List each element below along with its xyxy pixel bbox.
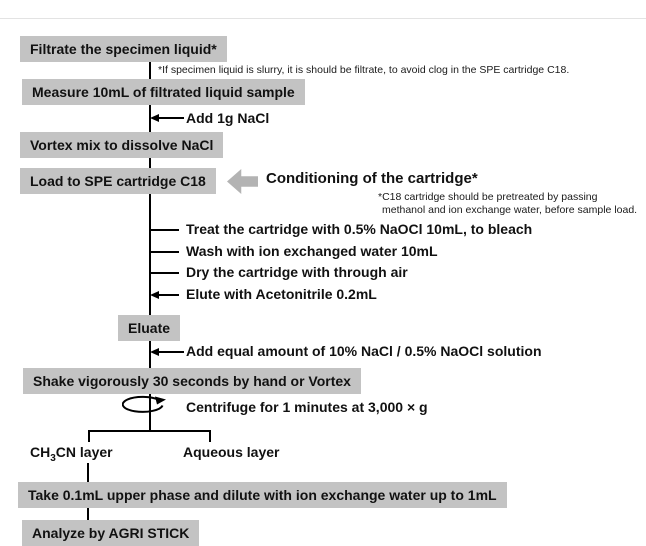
dry-label: Dry the cartridge with through air <box>186 264 408 280</box>
ch3cn-suffix: CN layer <box>55 444 113 460</box>
top-divider <box>0 18 646 19</box>
step-filtrate: Filtrate the specimen liquid* <box>20 36 227 62</box>
branch-right-stub <box>209 430 211 442</box>
slurry-footnote: *If specimen liquid is slurry, it is should be filtrate, to avoid clog in the SPE cartridge C18. <box>158 64 570 76</box>
branch-left-stub <box>88 430 90 442</box>
step-shake: Shake vigorously 30 seconds by hand or Vortex <box>23 368 361 394</box>
ch3cn-prefix: CH <box>30 444 51 460</box>
add-nacl-label: Add 1g NaCl <box>186 110 270 126</box>
branch-horizontal-line <box>88 430 211 432</box>
step-eluate: Eluate <box>118 315 180 341</box>
aqueous-layer-label: Aqueous layer <box>183 444 280 460</box>
add-equal-line <box>158 351 184 353</box>
treat-tick-line <box>150 229 179 231</box>
elute-label: Elute with Acetonitrile 0.2mL <box>186 286 377 302</box>
block-arrow-left-icon <box>227 169 258 194</box>
ch3cn-layer-label <box>30 444 113 464</box>
wash-tick-line <box>150 251 179 253</box>
dry-tick-line <box>150 272 179 274</box>
ch3cn-subscript: 3 <box>50 452 56 464</box>
conditioning-footnote-line1: *C18 cartridge should be pretreated by passing <box>378 191 598 203</box>
ch3cn-to-take-line <box>87 463 89 483</box>
conditioning-footnote-line2: methanol and ion exchange water, before sample load. <box>382 204 638 216</box>
conditioning-title: Conditioning of the cartridge* <box>266 170 478 187</box>
centrifuge-label: Centrifuge for 1 minutes at 3,000 × g <box>186 399 428 415</box>
add-nacl-line <box>158 117 184 119</box>
elute-line <box>158 294 179 296</box>
step-take: Take 0.1mL upper phase and dilute with ion exchange water up to 1mL <box>18 482 507 508</box>
step-load: Load to SPE cartridge C18 <box>20 168 216 194</box>
step-measure: Measure 10mL of filtrated liquid sample <box>22 79 305 105</box>
step-analyze: Analyze by AGRI STICK <box>22 520 199 546</box>
rotation-arrow-icon <box>122 395 174 419</box>
wash-label: Wash with ion exchanged water 10mL <box>186 243 438 259</box>
treat-label: Treat the cartridge with 0.5% NaOCl 10mL, to bleach <box>186 221 533 237</box>
add-equal-label: Add equal amount of 10% NaCl / 0.5% NaOCl solution <box>186 343 542 359</box>
step-vortex: Vortex mix to dissolve NaCl <box>20 132 223 158</box>
